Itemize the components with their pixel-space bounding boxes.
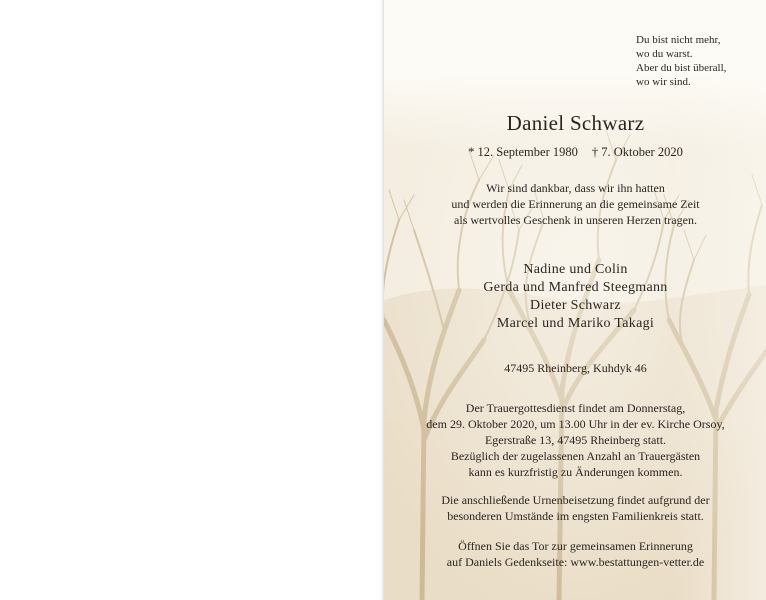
- family-address: 47495 Rheinberg, Kuhdyk 46: [504, 361, 647, 375]
- service-line: Bezüglich der zugelassenen Anzahl an Trauergästen: [450, 449, 701, 463]
- mourner-entry: Dieter Schwarz: [530, 298, 621, 313]
- urn-line: Die anschließende Urnenbeisetzung findet aufgrund der: [441, 493, 710, 507]
- obituary-text: [384, 0, 766, 600]
- life-dates: [384, 144, 766, 160]
- quote-line: als wertvolles Geschenk in unseren Herzen tragen.: [454, 213, 697, 227]
- memorial-quote: [384, 180, 766, 228]
- mourner-entry: Marcel und Mariko Takagi: [496, 316, 655, 331]
- mourner-entry: Nadine und Colin: [523, 262, 628, 277]
- poem: [636, 33, 726, 89]
- service-line: Der Trauergottesdienst findet am Donnerstag,: [465, 401, 686, 415]
- quote-line: Wir sind dankbar, dass wir ihn hatten: [486, 181, 665, 195]
- birth-date: * 12. September 1980: [468, 145, 578, 159]
- memorial-page-info: [384, 538, 766, 570]
- poem-line: Du bist nicht mehr,: [636, 34, 721, 46]
- service-line: kann es kurzfristig zu Änderungen kommen.: [468, 465, 683, 479]
- poem-line: wo wir sind.: [636, 76, 691, 88]
- urn-line: besonderen Umstände im engsten Familienkreis statt.: [447, 509, 704, 523]
- mourners-list: [384, 261, 766, 333]
- memorial-line: Öffnen Sie das Tor zur gemeinsamen Erinnerung: [458, 539, 693, 553]
- service-line: dem 29. Oktober 2020, um 13.00 Uhr in der ev. Kirche Orsoy,: [426, 417, 725, 431]
- memorial-website: auf Daniels Gedenkseite: www.bestattungen-vetter.de: [446, 555, 705, 569]
- quote-line: und werden die Erinnerung an die gemeinsame Zeit: [451, 197, 700, 211]
- poem-line: wo du warst.: [636, 48, 693, 60]
- death-date: † 7. Oktober 2020: [591, 145, 683, 159]
- poem-line: Aber du bist überall,: [636, 62, 727, 74]
- service-line: Egerstraße 13, 47495 Rheinberg statt.: [484, 433, 667, 447]
- urn-burial-info: [384, 492, 766, 524]
- mourner-entry: Gerda und Manfred Steegmann: [483, 280, 668, 295]
- funeral-service-info: [384, 400, 766, 480]
- deceased-name: Daniel Schwarz: [506, 111, 645, 135]
- obituary-card: [383, 0, 766, 600]
